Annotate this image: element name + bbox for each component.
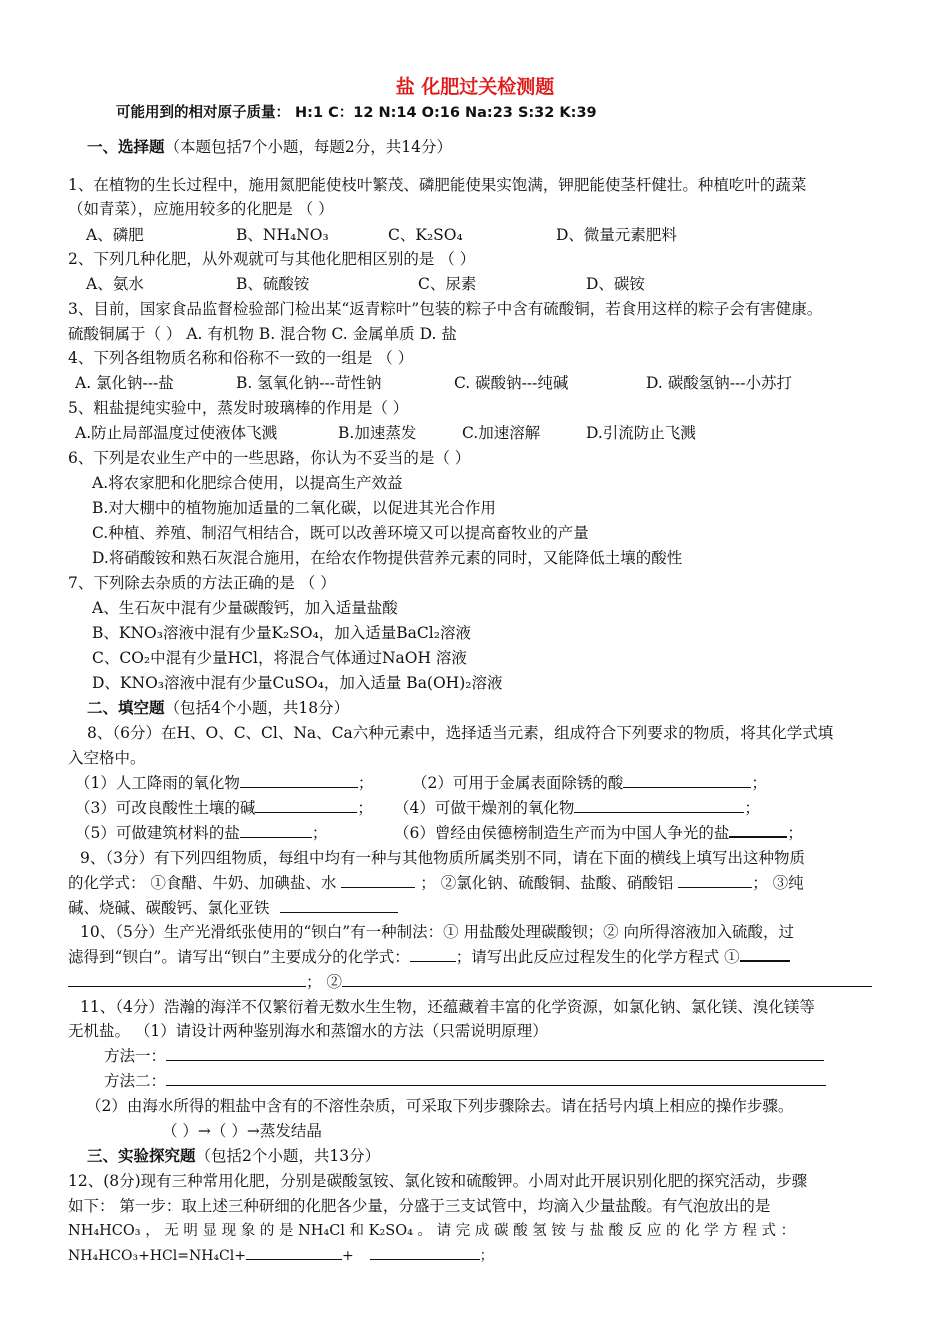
q9-line3 (68, 897, 398, 919)
q11-method1 (104, 1045, 824, 1067)
q9-group3: 碱、烧碱、碳酸钙、氯化亚铁 (68, 899, 270, 917)
q11-part2: （2）由海水所得的粗盐中含有的不溶性杂质，可采取下列步骤除去。请在括号内填上相应的操作步骤。 (86, 1097, 794, 1115)
q7-option-c: C、CO₂中混有少量HCl，将混合气体通过NaOH 溶液 (92, 649, 467, 667)
q8-part3-label: （3）可改良酸性土壤的碱 (75, 799, 256, 817)
q1-option-a: A、磷肥 (86, 226, 144, 244)
q8-part6: （6）曾经由侯德榜制造生产而为中国人争光的盐 ； (394, 824, 803, 842)
answer-blank[interactable] (246, 1245, 342, 1260)
answer-blank[interactable] (740, 946, 790, 962)
q4-option-c: C. 碳酸钠---纯碱 (454, 374, 569, 392)
answer-blank[interactable] (68, 972, 306, 987)
answer-blank[interactable] (623, 773, 751, 788)
q6-option-d: D.将硝酸铵和熟石灰混合施用，在给农作物提供营养元素的同时，又能降低土壤的酸性 (92, 549, 683, 567)
q4-option-d: D. 碳酸氢钠---小苏打 (646, 374, 792, 392)
atomic-masses: 可能用到的相对原子质量： H:1 C：12 N:14 O:16 Na:23 S:32 K:39 (116, 105, 597, 121)
q9-line1: 9、（3分）有下列四组物质，每组中均有一种与其他物质所属类别不同，请在下面的横线上填写出这种物质 (80, 849, 805, 867)
q8-part5-label: （5）可做建筑材料的盐 (75, 824, 240, 842)
section-1-note: （本题包括7个小题，每题2分，共14分） (164, 138, 452, 156)
q1-option-d: D、微量元素肥料 (556, 226, 677, 244)
q4-option-b: B. 氢氧化钠---苛性钠 (236, 374, 382, 392)
q8-part2: （2）可用于金属表面除锈的酸 ； (412, 774, 767, 792)
q11-line1: 11、（4分）浩瀚的海洋不仅繁衍着无数水生生物，还蕴藏着丰富的化学资源，如氯化钠、氯化镁、溴化镁等 (80, 998, 815, 1016)
section-1-title: 一、选择题 (87, 138, 165, 156)
q11-method2 (104, 1070, 826, 1092)
q11-line2: 无机盐。 （1）请设计两种鉴别海水和蒸馏水的方法（只需说明原理） (68, 1022, 548, 1040)
answer-blank[interactable] (166, 1046, 824, 1061)
answer-blank[interactable] (341, 873, 415, 888)
section-2-title: 二、填空题 (87, 699, 165, 717)
q2-option-c: C、尿素 (418, 275, 477, 293)
answer-blank[interactable] (240, 773, 358, 788)
answer-blank[interactable] (574, 798, 744, 813)
q7-stem: 7、下列除去杂质的方法正确的是 （ ） (68, 574, 336, 592)
q10-line3: ； ② (68, 971, 872, 993)
q1-line2: （如青菜），应施用较多的化肥是 （ ） (68, 200, 334, 218)
q1-option-c: C、K₂SO₄ (388, 226, 463, 244)
answer-blank[interactable] (342, 972, 872, 987)
q7-option-b: B、KNO₃溶液中混有少量K₂SO₄，加入适量BaCl₂溶液 (92, 624, 471, 642)
q11-steps: （ ）→（ ）→蒸发结晶 (162, 1122, 322, 1140)
q2-option-d: D、碳铵 (586, 275, 645, 293)
section-1-heading (87, 136, 452, 158)
q4-option-a: A. 氯化钠---盐 (75, 374, 174, 392)
q5-option-c: C.加速溶解 (462, 424, 541, 442)
q9-group1: 的化学式： ①食醋、牛奶、加碘盐、水 (68, 874, 337, 892)
answer-blank[interactable] (255, 798, 357, 813)
answer-blank[interactable] (410, 947, 456, 962)
q3-line1: 3、目前，国家食品监督检验部门检出某“返青粽叶”包装的粽子中含有硫酸铜，若食用这样的粽子会有害健康。 (68, 300, 823, 318)
q5-option-d: D.引流防止飞溅 (586, 424, 696, 442)
answer-blank[interactable] (166, 1071, 826, 1086)
q1-line1: 1、在植物的生长过程中，施用氮肥能使枝叶繁茂、磷肥能使果实饱满，钾肥能使茎杆健壮。种植吃叶的蔬菜 (68, 176, 807, 194)
q2-option-b: B、硫酸铵 (236, 275, 310, 293)
q6-option-b: B.对大棚中的植物施加适量的二氧化碳，以促进其光合作用 (92, 499, 496, 517)
answer-blank[interactable] (280, 898, 398, 913)
section-2-note: （包括4个小题，共18分） (164, 699, 350, 717)
q2-stem: 2、下列几种化肥，从外观就可与其他化肥相区别的是 （ ） (68, 250, 476, 268)
q6-option-c: C.种植、养殖、制沼气相结合，既可以改善环境又可以提高畜牧业的产量 (92, 524, 589, 542)
section-3-note: （包括2个小题，共13分） (195, 1147, 381, 1165)
q3-line2: 硫酸铜属于（ ） A. 有机物 B. 混合物 C. 金属单质 D. 盐 (68, 325, 457, 343)
q8-part2-label: （2）可用于金属表面除锈的酸 (412, 774, 624, 792)
q8-line1: 8、（6分）在H、O、C、Cl、Na、Ca六种元素中，选择适当元素，组成符合下列要求的物质，将其化学式填 (87, 724, 834, 742)
q8-part4: （4）可做干燥剂的氧化物 ； (394, 799, 760, 817)
q8-line2: 入空格中。 (68, 749, 146, 767)
q12-line4: NH₄HCO₃+HCl=NH₄Cl+ + ； (68, 1245, 494, 1267)
q9-line2: 的化学式： ①食醋、牛奶、加碘盐、水 ； ②氯化钠、硫酸铜、盐酸、硝酸铝 ； ③纯 (68, 874, 804, 892)
q9-group3-start: ③纯 (772, 874, 804, 892)
q5-stem: 5、粗盐提纯实验中，蒸发时玻璃棒的作用是（ ） (68, 399, 409, 417)
q8-part5: （5）可做建筑材料的盐 ； (75, 824, 328, 842)
q5-option-a: A.防止局部温度过使液体飞溅 (75, 424, 278, 442)
section-2-heading (87, 697, 349, 719)
section-3-heading (87, 1145, 380, 1167)
q10-prompt-b: ；请写出此反应过程发生的化学方程式 ① (455, 948, 740, 966)
q12-equation-start: NH₄HCO₃+HCl=NH₄Cl+ (68, 1248, 246, 1264)
q11-method2-label: 方法二： (104, 1072, 167, 1090)
page-title: 盐 化肥过关检测题 (395, 76, 555, 98)
q10-line2 (68, 946, 790, 968)
q10-line1: 10、（5分）生产光滑纸张使用的“钡白”有一种制法：① 用盐酸处理碳酸钡；② 向所得溶液加入硫酸，过 (80, 923, 795, 941)
q6-stem: 6、下列是农业生产中的一些思路，你认为不妥当的是（ ） (68, 449, 471, 467)
q4-stem: 4、下列各组物质名称和俗称不一致的一组是 （ ） (68, 349, 414, 367)
q8-part4-label: （4）可做干燥剂的氧化物 (394, 799, 575, 817)
answer-blank[interactable] (729, 822, 787, 838)
answer-blank[interactable] (678, 873, 752, 888)
q12-line1: 12、(8分)现有三种常用化肥，分别是碳酸氢铵、氯化铵和硫酸钾。小周对此开展识别化肥的探究活动，步骤 (68, 1172, 808, 1190)
q10-step2: ② (326, 973, 342, 991)
q11-method1-label: 方法一： (104, 1047, 167, 1065)
q8-part3: （3）可改良酸性土壤的碱 ； (75, 799, 373, 817)
q10-prompt-a: 滤得到“钡白”。请写出“钡白”主要成分的化学式： (68, 948, 410, 966)
q2-option-a: A、氨水 (86, 275, 144, 293)
answer-blank[interactable] (240, 823, 312, 838)
q6-option-a: A.将农家肥和化肥综合使用，以提高生产效益 (92, 474, 403, 492)
q9-group2: ②氯化钠、硫酸铜、盐酸、硝酸铝 (440, 874, 674, 892)
q8-part6-label: （6）曾经由侯德榜制造生产而为中国人争光的盐 (394, 824, 730, 842)
q12-line3: NH₄HCO₃ ， 无 明 显 现 象 的 是 NH₄Cl 和 K₂SO₄ 。 请 完 成 碳 酸 氢 铵 与 盐 酸 反 应 的 化 学 方 程 式 ： (68, 1223, 796, 1239)
q12-plus: + (341, 1248, 354, 1264)
q1-option-b: B、NH₄NO₃ (236, 226, 329, 244)
q7-option-a: A、生石灰中混有少量碳酸钙，加入适量盐酸 (92, 599, 398, 617)
q5-option-b: B.加速蒸发 (338, 424, 417, 442)
section-3-title: 三、实验探究题 (87, 1147, 196, 1165)
q8-part1-label: （1）人工降雨的氧化物 (75, 774, 240, 792)
answer-blank[interactable] (370, 1245, 480, 1260)
q8-part1: （1）人工降雨的氧化物 ； (75, 774, 374, 792)
q7-option-d: D、KNO₃溶液中混有少量CuSO₄，加入适量 Ba(OH)₂溶液 (92, 674, 503, 692)
q12-line2: 如下： 第一步：取上述三种研细的化肥各少量，分盛于三支试管中，均滴入少量盐酸。有气泡放出的是 (68, 1197, 771, 1215)
